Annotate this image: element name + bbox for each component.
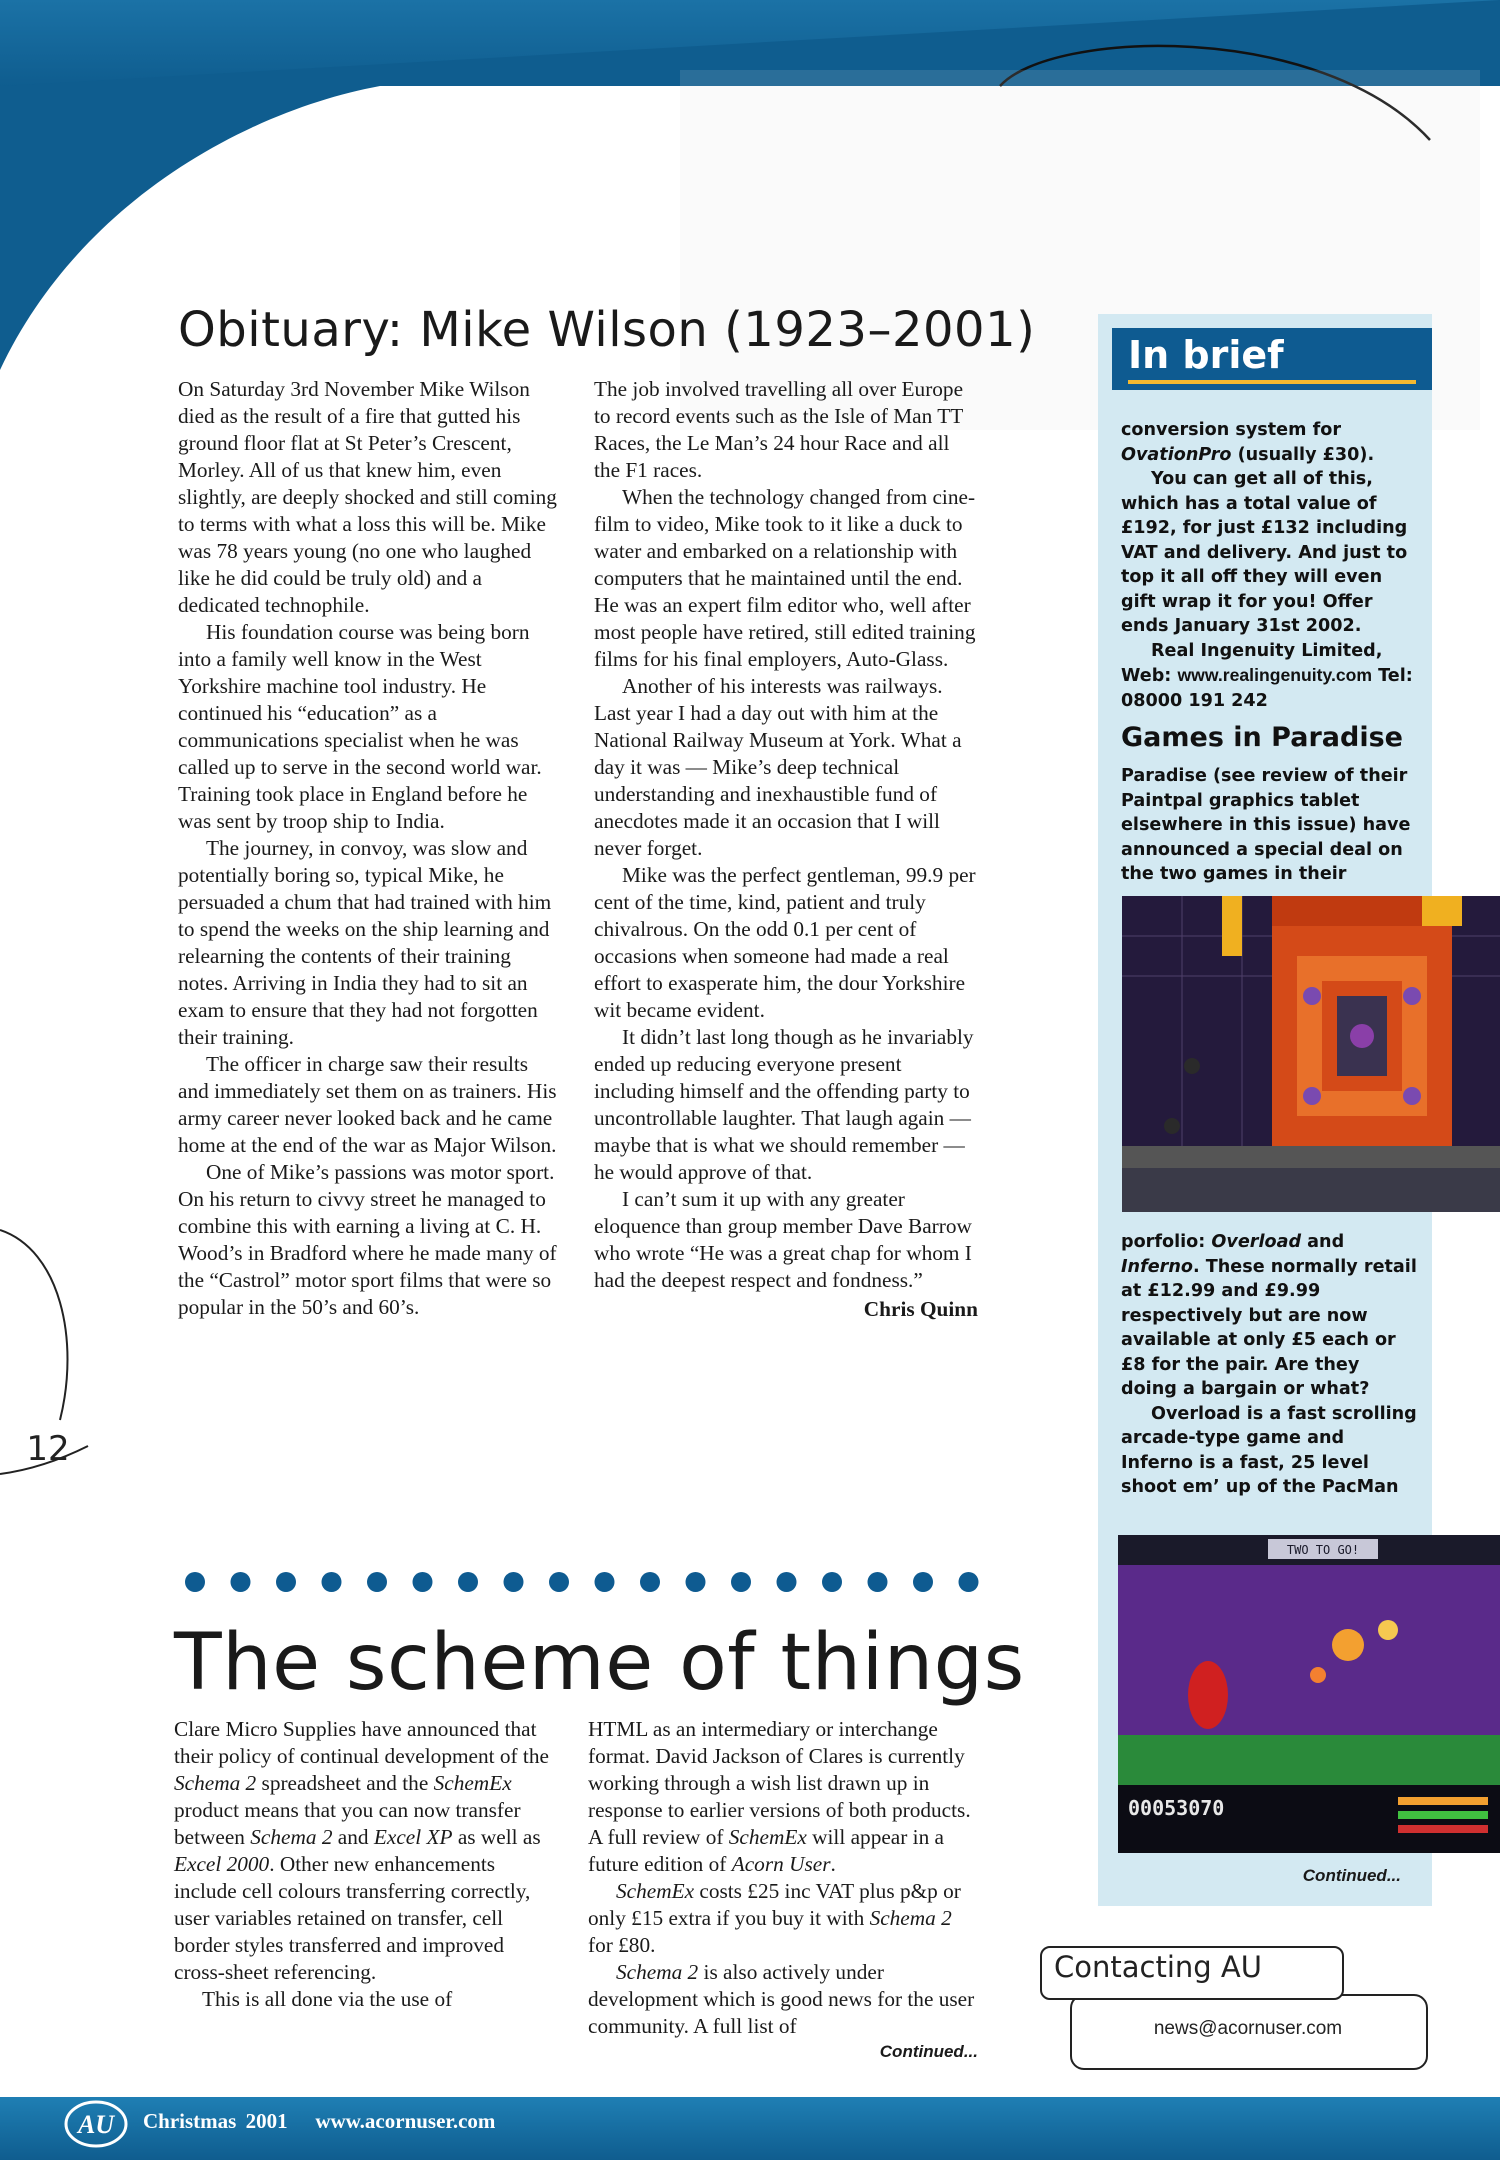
overload-game-screenshot xyxy=(1122,896,1500,1212)
svg-text:AU: AU xyxy=(77,2110,115,2139)
scheme-column-2 xyxy=(588,1716,978,2065)
paragraph: It didn’t last long though as he invariably ended up reducing everyone present including himself and the offending party to uncontrollable laughter. That laugh again — maybe that is what we should remember — he would approve of that. xyxy=(594,1025,974,1184)
contact-label: Contacting AU xyxy=(1054,1950,1262,1984)
divider-dot xyxy=(504,1572,524,1592)
footer-issue: Christmas 2001 xyxy=(143,2109,288,2133)
paragraph: His foundation course was being born into a family well know in the West Yorkshire machine tool industry. He continued his “education” as a communications specialist when he was called up to serve in the second world war. Training took place in England before he was sent by troop ship to India. xyxy=(178,620,542,833)
divider-dot xyxy=(731,1572,751,1592)
author-signature: Chris Quinn xyxy=(863,1297,978,1321)
brief-item-paradise-intro: Paradise (see review of their Paintpal graphics tablet elsewhere in this issue) have announced a special deal on the two games in their xyxy=(1121,766,1411,884)
footer-text xyxy=(143,2109,495,2134)
divider-dot xyxy=(276,1572,296,1592)
brief-item-paradise-offer xyxy=(1121,1230,1421,1500)
divider-dot xyxy=(322,1572,342,1592)
divider-dot xyxy=(868,1572,888,1592)
divider-dot xyxy=(549,1572,569,1592)
game-banner-text: TWO TO GO! xyxy=(1286,1543,1360,1557)
acorn-user-logo xyxy=(56,2098,136,2150)
divider-dot xyxy=(777,1572,797,1592)
divider-dot xyxy=(185,1572,205,1592)
divider-dot xyxy=(640,1572,660,1592)
in-brief-underline xyxy=(1128,380,1416,384)
brief-item-real-ingenuity xyxy=(1121,418,1421,713)
paragraph: This is all done via the use of xyxy=(202,1987,453,2011)
paragraph: Clare Micro Supplies have announced that their policy of continual development of the Schema 2 spreadsheet and the SchemEx product means that you can now transfer between Schema 2 and Excel XP as well as Excel 2000. Other new enhancements include cell colours transferring correctly, user variables retained on transfer, cell border styles transferred and improved cross-sheet referencing. xyxy=(174,1717,549,1984)
divider-dot xyxy=(959,1572,979,1592)
scheme-title: The scheme of things xyxy=(174,1618,1025,1708)
divider-dot xyxy=(913,1572,933,1592)
obituary-title: Obituary: Mike Wilson (1923–2001) xyxy=(178,302,1036,358)
paragraph: When the technology changed from cine-film to video, Mike took to it like a duck to water and embarked on a relationship with computers that he maintained until the end. He was an expert film editor who, well after most people have retired, still edited training films for his final employers, Auto-Glass. xyxy=(594,485,976,671)
paragraph: I can’t sum it up with any greater eloquence than group member Dave Barrow who wrote “He was a great chap for whom I had the deepest respect and fondness.” xyxy=(594,1187,972,1292)
scheme-column-1 xyxy=(174,1716,560,2013)
divider-dot xyxy=(822,1572,842,1592)
paragraph: Another of his interests was railways. Last year I had a day out with him at the National Railway Museum at York. What a day it was — Mike’s deep technical understanding and inexhaustible fund of anecdotes made it an occasion that I will never forget. xyxy=(594,674,962,860)
dot-divider xyxy=(183,1570,983,1594)
in-brief-title: In brief xyxy=(1128,333,1284,377)
obituary-column-2 xyxy=(594,376,978,1323)
paragraph: HTML as an intermediary or interchange format. David Jackson of Clares is currently working through a wish list drawn up in response to earlier versions of both products. A full review of SchemEx will appear in a future edition of Acorn User. xyxy=(588,1717,971,1876)
divider-dot xyxy=(686,1572,706,1592)
paragraph: conversion system for OvationPro (usually £30). xyxy=(1121,420,1375,465)
paragraph: Real Ingenuity Limited, Web: www.realingenuity.com Tel: 08000 191 242 xyxy=(1121,640,1413,711)
divider-dot xyxy=(413,1572,433,1592)
divider-dot xyxy=(458,1572,478,1592)
paragraph: porfolio: Overload and Inferno. These normally retail at £12.99 and £9.99 respectively but are now available at only £5 each or £8 for the pair. Are they doing a bargain or what? xyxy=(1121,1232,1417,1399)
games-in-paradise-title: Games in Paradise xyxy=(1121,722,1403,753)
page-number: 12 xyxy=(26,1429,70,1469)
paragraph: The journey, in convoy, was slow and potentially boring so, typical Mike, he persuaded a chum that had trained with him to spend the weeks on the ship learning and relearning the contents of their training notes. Arriving in India they had to sit an exam to ensure that they had not forgotten their training. xyxy=(178,836,552,1049)
game-score-text: 00053070 xyxy=(1128,1796,1225,1820)
paragraph: The job involved travelling all over Europe to record events such as the Isle of Man TT Races, the Le Man’s 24 hour Race and all the F1 races. xyxy=(594,377,964,482)
paragraph: Schema 2 is also actively under development which is good news for the user community. A full list of xyxy=(588,1960,975,2038)
inferno-game-screenshot xyxy=(1118,1535,1500,1853)
paragraph: The officer in charge saw their results and immediately set them on as trainers. His army career never looked back and he came home at the end of the war as Major Wilson. xyxy=(178,1052,557,1157)
footer-url[interactable]: www.acornuser.com xyxy=(315,2109,496,2133)
paragraph: Overload is a fast scrolling arcade-type game and Inferno is a fast, 25 level shoot em’ up of the PacMan xyxy=(1121,1403,1417,1497)
paragraph: One of Mike’s passions was motor sport. On his return to civvy street he managed to combine this with earning a living at C. H. Wood’s in Bradford where he made many of the “Castrol” motor sport films that were so popular in the 50’s and 60’s. xyxy=(178,1160,557,1319)
obituary-column-1 xyxy=(178,376,560,1321)
divider-dot xyxy=(231,1572,251,1592)
divider-dot xyxy=(595,1572,615,1592)
paragraph: SchemEx costs £25 inc VAT plus p&p or only £15 extra if you buy it with Schema 2 for £80. xyxy=(588,1879,961,1957)
continued-label: Continued... xyxy=(879,2042,978,2061)
paragraph: You can get all of this, which has a total value of £192, for just £132 including VAT and delivery. And just to top it all off they will even gift wrap it for you! Offer ends January 31st 2002. xyxy=(1121,469,1408,636)
contact-email-link[interactable]: news@acornuser.com xyxy=(1153,2018,1343,2039)
divider-dot xyxy=(367,1572,387,1592)
sidebar-continued-label: Continued... xyxy=(1302,1866,1401,1885)
paragraph: Mike was the perfect gentleman, 99.9 per cent of the time, kind, patient and truly chivalrous. On the odd 0.1 per cent of occasions when someone had made a real effort to exasperate him, the dour Yorkshire wit became evident. xyxy=(594,863,976,1022)
paragraph: On Saturday 3rd November Mike Wilson died as the result of a fire that gutted his ground floor flat at St Peter’s Crescent, Morley. All of us that knew him, even slightly, are deeply shocked and still coming to terms with what a loss this will be. Mike was 78 years young (no one who laughed like he did could be truly old) and a dedicated technophile. xyxy=(178,377,557,617)
